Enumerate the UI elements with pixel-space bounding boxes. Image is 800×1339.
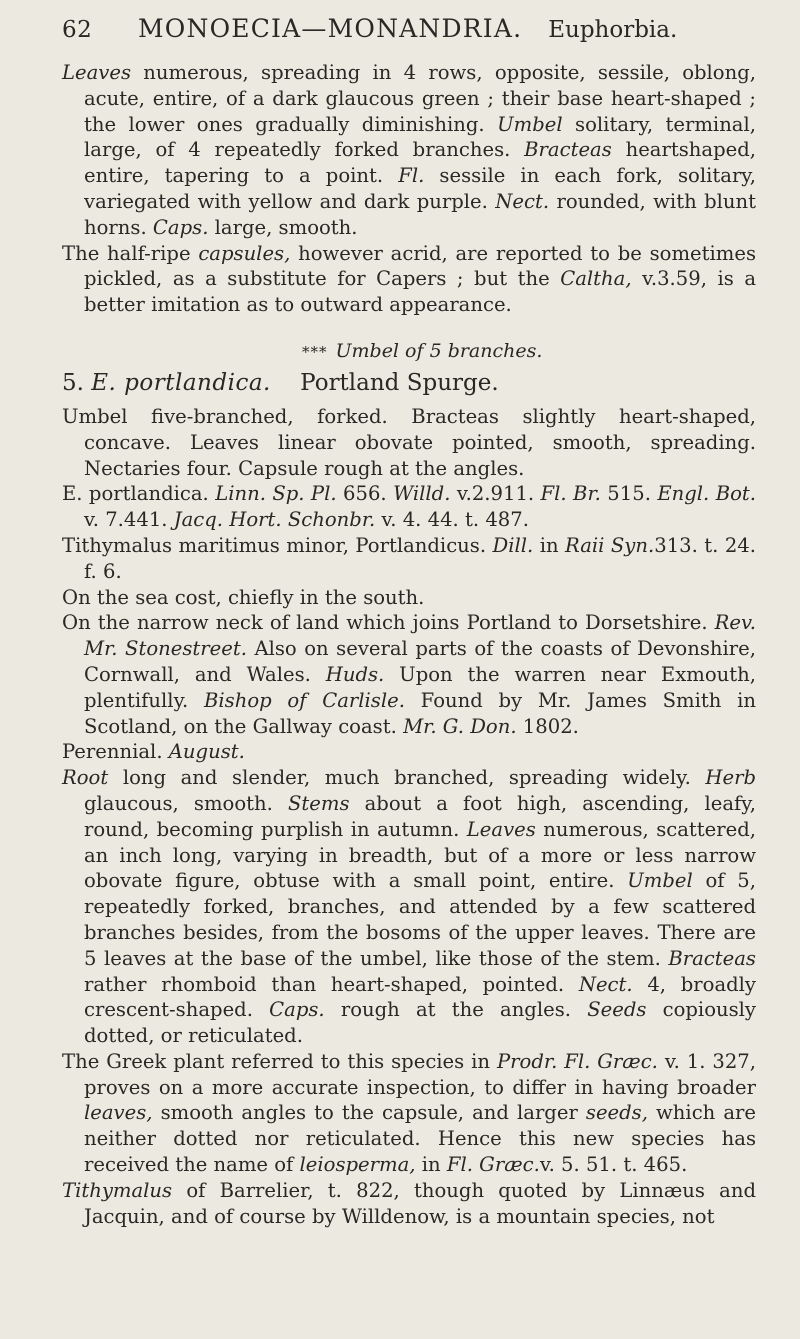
- text-run: Leaves: [466, 817, 536, 841]
- synonym-2: [62, 533, 756, 585]
- text-run: rounded, with blunt horns.: [84, 189, 756, 239]
- text-run: Engl. Bot.: [657, 482, 756, 506]
- text-run: however acrid, are reported to be sometimes pickled, as a substitute for Capers ; but the: [84, 241, 757, 291]
- text-run: leiosperma,: [299, 1153, 416, 1177]
- text-run: long and slender, much branched, spreading widely.: [108, 766, 706, 790]
- remarks-2: [62, 1178, 756, 1230]
- text-run: large, smooth.: [208, 215, 358, 239]
- species-name: E. portlandica.: [91, 369, 271, 396]
- text-run: v.2.911.: [450, 482, 541, 506]
- text-run: Tithymalus maritimus minor, Portlandicus.: [62, 533, 493, 557]
- text-run: Caltha,: [560, 267, 632, 291]
- locality: [62, 610, 756, 739]
- text-run: glaucous, smooth.: [84, 791, 288, 815]
- text-run: 515.: [600, 482, 658, 506]
- text-run: Willd.: [393, 482, 451, 506]
- text-run: Dill.: [492, 533, 534, 557]
- remarks-1: [62, 1049, 756, 1178]
- text-run: smooth angles to the capsule, and larger: [152, 1101, 586, 1125]
- genus-name: Euphorbia.: [548, 17, 678, 43]
- running-title: MONOECIA—MONANDRIA.: [138, 14, 523, 43]
- text-run: capsules,: [198, 241, 291, 265]
- text-run: of 5, repeatedly forked, branches, and attended by a few scattered branches besides, from the bosoms of the upper leaves. There are 5 leaves at the base of the umbel, like those of the stem.: [84, 869, 756, 970]
- text-run: v. 4. 44. t. 487.: [375, 508, 529, 532]
- text-run: v. 1. 327, proves on a more accurate inspection, to differ in having broader: [84, 1049, 757, 1099]
- text-run: leaves,: [84, 1101, 153, 1125]
- text-run: 656.: [336, 482, 394, 506]
- text-run: solitary, terminal, large, of 4 repeatedly forked branches.: [84, 112, 756, 162]
- text-run: rather rhomboid than heart-shaped, pointed.: [84, 972, 579, 996]
- text-run: in: [415, 1153, 447, 1177]
- text-run: Caps.: [269, 998, 325, 1022]
- text-run: The Greek plant referred to this species in: [62, 1049, 497, 1073]
- text-run: Leaves: [62, 61, 132, 84]
- text-run: The half-ripe: [62, 241, 199, 265]
- text-run: Seeds: [587, 998, 647, 1022]
- text-run: August.: [168, 740, 245, 764]
- species-description: [62, 404, 756, 1230]
- text-run: about a foot high, ascending, leafy, round, becoming purplish in autumn.: [84, 791, 756, 841]
- text-run: rough at the angles.: [324, 998, 588, 1022]
- text-run: sessile in each fork, solitary, variegated with yellow and dark purple.: [84, 164, 756, 213]
- text-run: Fl. Br.: [540, 482, 601, 506]
- text-run: seeds,: [585, 1101, 648, 1125]
- text-run: v. 7.441.: [84, 508, 174, 532]
- text-run: Huds.: [325, 662, 385, 686]
- intro-paragraph-2: [62, 241, 756, 318]
- text-run: Also on several parts of the coasts of Devonshire, Cornwall, and Wales.: [84, 637, 756, 686]
- text-run: v. 5. 51. t. 465.: [539, 1153, 688, 1177]
- text-run: of Barrelier, t. 822, though quoted by Linnæus and Jacquin, and of course by Willdenow, is a mountain species, not: [84, 1178, 756, 1228]
- text-run: Raii Syn.: [565, 533, 655, 557]
- text-run: Umbel: [497, 112, 563, 136]
- text-run: which are neither dotted nor reticulated. Hence this new species has received the name of: [84, 1101, 756, 1177]
- section-stars: ***: [302, 342, 328, 361]
- text-run: Bracteas: [524, 138, 612, 162]
- text-run: Bishop of Carlisle.: [204, 688, 405, 712]
- intro-paragraph-1: [62, 60, 756, 241]
- text-run: Nect.: [578, 972, 633, 996]
- text-run: numerous, spreading in 4 rows, opposite, sessile, oblong, acute, entire, of a dark glaucous green ; their base heart-shaped ; the lower ones gradually diminishing.: [84, 61, 756, 136]
- text-run: Herb: [705, 766, 756, 790]
- text-run: Caps.: [152, 215, 209, 239]
- text-run: numerous, scattered, an inch long, varying in breadth, but of a more or less narrow obovate figure, obtuse with a small point, entire.: [84, 817, 756, 893]
- text-run: Root: [62, 766, 109, 790]
- text-run: copiously dotted, or reticulated.: [84, 998, 757, 1048]
- text-run: 313. t. 24. f. 6.: [84, 533, 756, 583]
- habitat: On the sea cost, chiefly in the south.: [62, 585, 425, 609]
- text-run: Stems: [287, 791, 350, 815]
- text-run: Umbel: [627, 869, 693, 893]
- diagnosis: Umbel five-branched, forked. Bracteas slightly heart-shaped, concave. Leaves linear obovate pointed, smooth, spreading. Nectaries four. Capsule rough at the angles.: [62, 404, 756, 480]
- text-run: heartshaped, entire, tapering to a point.: [84, 138, 756, 188]
- text-run: 4, broadly crescent-shaped.: [84, 972, 757, 1022]
- text-run: E. portlandica.: [62, 482, 216, 506]
- section-heading: [302, 340, 756, 362]
- text-run: On the narrow neck of land which joins Portland to Dorsetshire.: [62, 611, 715, 635]
- text-run: Nect.: [495, 189, 550, 213]
- morphology: [62, 765, 756, 1049]
- text-run: Mr. G. Don.: [403, 714, 517, 738]
- species-common-name: Portland Spurge.: [300, 369, 499, 396]
- species-number: 5.: [62, 369, 84, 396]
- section-label: Umbel of 5 branches.: [335, 339, 543, 362]
- text-run: Fl.: [398, 164, 425, 188]
- text-run: Bracteas: [668, 946, 756, 970]
- text-run: Prodr. Fl. Græc.: [496, 1049, 658, 1073]
- duration: [62, 739, 756, 765]
- text-run: Perennial.: [62, 740, 169, 764]
- text-run: Upon the warren near Exmouth, plentifully.: [84, 662, 757, 712]
- running-header: [62, 14, 756, 60]
- text-run: v.3.59, is a better imitation as to outward appearance.: [84, 267, 756, 317]
- page-number: 62: [62, 17, 93, 43]
- text-run: 1802.: [516, 714, 579, 738]
- species-heading: [62, 368, 756, 398]
- synonym-1: [62, 481, 756, 533]
- text-run: in: [533, 533, 566, 557]
- text-run: Fl. Græc.: [446, 1153, 540, 1177]
- text-run: Rev. Mr. Stonestreet.: [84, 611, 756, 661]
- intro-text: [62, 60, 756, 318]
- text-run: Found by Mr. James Smith in Scotland, on the Gallway coast.: [84, 688, 756, 738]
- text-run: Tithymalus: [62, 1178, 173, 1202]
- text-run: Jacq. Hort. Schonbr.: [173, 508, 376, 532]
- text-run: Linn. Sp. Pl.: [215, 482, 337, 506]
